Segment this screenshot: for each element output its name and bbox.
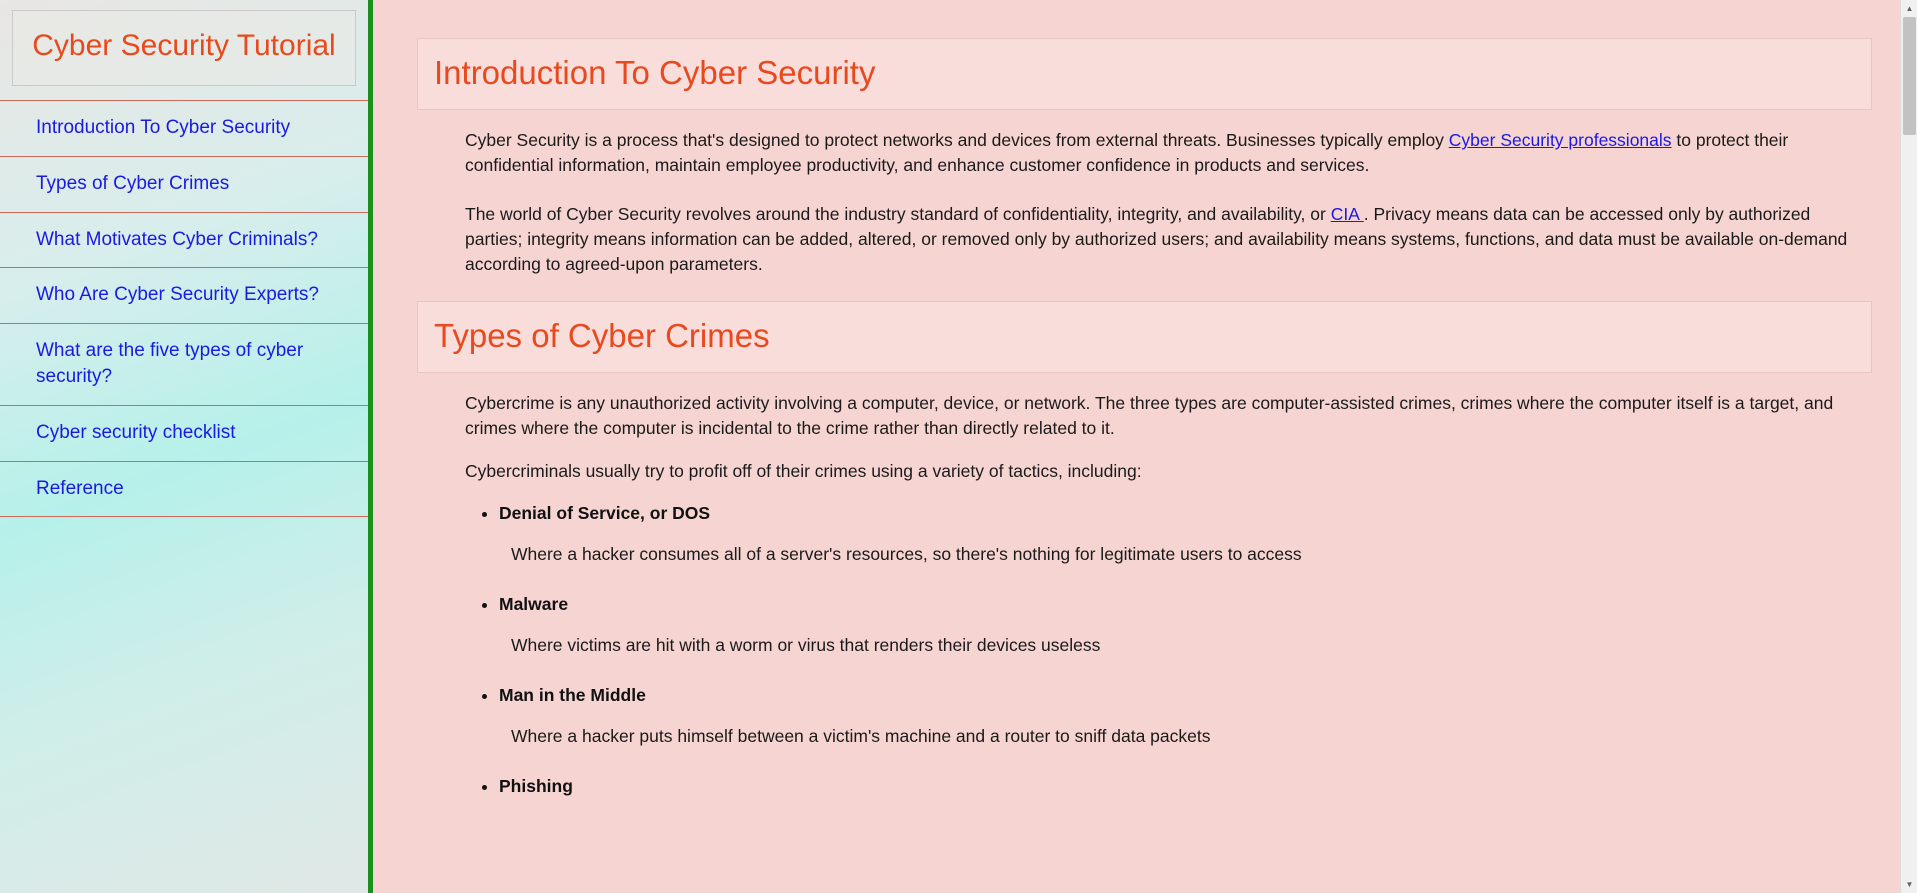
sidebar: [0, 0, 373, 893]
section-heading-types-of-cyber-crimes: [417, 301, 1872, 373]
page-title: Introduction To Cyber Security: [434, 54, 876, 91]
tactic-term: Denial of Service, or DOS: [499, 503, 711, 524]
sidebar-item-five-types[interactable]: [0, 324, 368, 406]
main-content: [373, 0, 1917, 893]
scrollbar-thumb[interactable]: [1903, 17, 1916, 135]
sidebar-item-introduction[interactable]: [0, 100, 368, 157]
sidebar-item-who-are-experts[interactable]: [0, 268, 368, 324]
sidebar-item-reference[interactable]: [0, 462, 368, 518]
list-item: [499, 592, 1872, 657]
intro-paragraph-2: [417, 202, 1872, 277]
list-item: [499, 501, 1872, 566]
intro-p1-text-before: Cyber Security is a process that's designed to protect networks and devices from external threats. Businesses typically employ: [465, 130, 1449, 151]
tactic-term: Phishing: [499, 776, 573, 797]
types-paragraph-1: Cybercrime is any unauthorized activity involving a computer, device, or network. The three types are computer-assisted crimes, crimes where the computer itself is a target, and crimes where the computer is incidental to the crime rather than directly related to it.: [465, 392, 1834, 438]
tactic-description: Where a hacker puts himself between a victim's machine and a router to sniff data packets: [511, 725, 1211, 746]
link-cia[interactable]: CIA: [1330, 203, 1364, 224]
sidebar-item-what-motivates[interactable]: [0, 213, 368, 269]
tactic-description: Where victims are hit with a worm or virus that renders their devices useless: [511, 634, 1101, 655]
sidebar-item-label[interactable]: Who Are Cyber Security Experts?: [36, 284, 319, 306]
tactic-term: Man in the Middle: [499, 685, 646, 706]
brand-title: Cyber Security Tutorial: [32, 29, 336, 62]
intro-p2-text-after: . Privacy means data can be accessed only by authorized parties; integrity means information can be added, altered, or removed only by authorized users; and availability means systems, functions, and data must be available on-demand according to agreed-upon parameters.: [465, 203, 1848, 274]
tactic-term: Malware: [499, 594, 569, 615]
tactics-list: [417, 501, 1872, 799]
sidebar-item-checklist[interactable]: [0, 406, 368, 462]
sidebar-item-label[interactable]: Cyber security checklist: [36, 421, 236, 443]
scroll-down-icon[interactable]: ▼: [1901, 876, 1917, 893]
tactic-description: Where a hacker consumes all of a server's resources, so there's nothing for legitimate users to access: [511, 543, 1302, 564]
sidebar-item-label[interactable]: What are the five types of cyber security?: [36, 339, 304, 388]
link-cyber-security-professionals[interactable]: Cyber Security professionals: [1448, 130, 1672, 151]
intro-p1-text-after: to protect their confidential information, maintain employee productivity, and enhance customer confidence in products and services.: [465, 130, 1789, 176]
sidebar-item-label[interactable]: Reference: [36, 477, 124, 499]
sidebar-nav: [0, 100, 368, 517]
sidebar-item-label[interactable]: Introduction To Cyber Security: [36, 117, 291, 139]
section-title-types: Types of Cyber Crimes: [434, 316, 770, 354]
scroll-up-icon[interactable]: ▲: [1901, 0, 1917, 17]
intro-paragraph-1: [417, 128, 1872, 178]
section-heading-introduction: [417, 38, 1872, 110]
intro-p2-text-before: The world of Cyber Security revolves around the industry standard of confidentiality, integrity, and availability, or: [465, 203, 1331, 224]
sidebar-item-label[interactable]: What Motivates Cyber Criminals?: [36, 228, 318, 250]
sidebar-item-types-of-cyber-crimes[interactable]: [0, 157, 368, 213]
brand-box: [12, 10, 356, 86]
vertical-scrollbar[interactable]: [1900, 0, 1917, 893]
types-paragraph-2: Cybercriminals usually try to profit off of their crimes using a variety of tactics, including:: [465, 460, 1142, 481]
list-item: [499, 683, 1872, 748]
sidebar-item-label[interactable]: Types of Cyber Crimes: [36, 172, 230, 194]
list-item: [499, 774, 1872, 799]
